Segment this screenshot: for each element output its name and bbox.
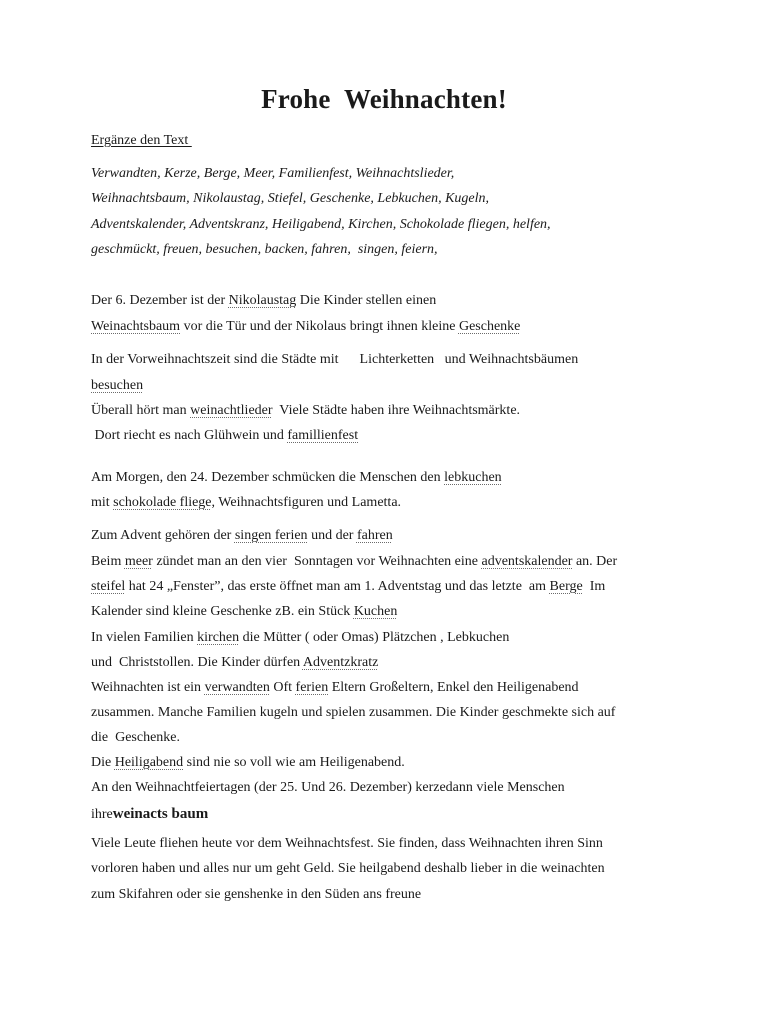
filled-blank: steifel bbox=[91, 579, 126, 594]
filled-blank: Adventzkratz bbox=[302, 655, 379, 670]
text-segment: zusammen. Manche Familien kugeln und spielen zusammen. Die Kinder geschmekte sich auf bbox=[91, 705, 616, 720]
text-segment: Die bbox=[91, 755, 115, 770]
filled-blank: kirchen bbox=[197, 630, 240, 645]
text-line bbox=[91, 805, 208, 824]
filled-blank: Heiligabend bbox=[114, 755, 184, 770]
text-line bbox=[91, 729, 180, 747]
text-line bbox=[91, 629, 509, 647]
text-segment: In der Vorweihnachtszeit sind die Städte mit Lichterketten und Weihnachtsbäumen bbox=[91, 352, 579, 367]
text-line bbox=[91, 553, 617, 571]
text-segment: Im bbox=[582, 579, 606, 594]
filled-blank: Weinachtsbaum bbox=[91, 319, 181, 334]
text-line bbox=[91, 351, 578, 369]
text-segment: Viele Leute fliehen heute vor dem Weihnachtsfest. Sie finden, dass Weihnachten ihren Sinn bbox=[91, 836, 603, 851]
page-title: Frohe Weihnachten! bbox=[261, 84, 507, 114]
text-line bbox=[91, 835, 603, 853]
text-line bbox=[91, 377, 143, 395]
text-line bbox=[91, 292, 436, 310]
text-segment: In vielen Familien bbox=[91, 630, 198, 645]
text-segment: die Mütter ( oder Omas) Plätzchen , Lebkuchen bbox=[239, 630, 510, 645]
text-line bbox=[91, 402, 520, 420]
text-segment: ihre bbox=[91, 807, 113, 822]
text-segment: die Geschenke. bbox=[91, 730, 181, 745]
text-line bbox=[91, 860, 605, 878]
text-line bbox=[91, 469, 502, 487]
filled-blank: lebkuchen bbox=[444, 470, 502, 485]
filled-blank: Nikolaustag bbox=[228, 293, 297, 308]
text-segment: Oft bbox=[269, 680, 296, 695]
text-segment: und der bbox=[307, 528, 357, 543]
text-segment: Überall hört man bbox=[91, 403, 191, 418]
text-line bbox=[91, 494, 401, 512]
text-segment: Die Kinder stellen einen bbox=[296, 293, 437, 308]
text-segment: Der 6. Dezember ist der bbox=[91, 293, 229, 308]
filled-blank: adventskalender bbox=[481, 554, 573, 569]
filled-blank: Berge bbox=[549, 579, 583, 594]
text-segment: und Christstollen. Die Kinder dürfen bbox=[91, 655, 303, 670]
text-segment: vorloren haben und alles nur um geht Geld. Sie heilgabend deshalb lieber in die weinachten bbox=[91, 861, 605, 876]
wordbank-line: Adventskalender, Adventskranz, Heiligabend, Kirchen, Schokolade fliegen, helfen, bbox=[91, 217, 551, 232]
filled-blank: singen ferien bbox=[234, 528, 308, 543]
filled-blank: besuchen bbox=[91, 378, 144, 393]
text-segment: Dort riecht es nach Glühwein und bbox=[91, 428, 288, 443]
text-line bbox=[91, 318, 520, 336]
filled-blank: ferien bbox=[295, 680, 329, 695]
filled-blank: famillienfest bbox=[287, 428, 359, 443]
wordbank-line: geschmückt, freuen, besuchen, backen, fahren, singen, feiern, bbox=[91, 242, 438, 257]
text-line bbox=[91, 886, 421, 904]
text-line bbox=[91, 603, 397, 621]
text-segment: vor die Tür und der Nikolaus bringt ihnen kleine bbox=[180, 319, 459, 334]
wordbank-line: Weihnachtsbaum, Nikolaustag, Stiefel, Geschenke, Lebkuchen, Kugeln, bbox=[91, 191, 490, 206]
text-segment: Zum Advent gehören der bbox=[91, 528, 235, 543]
text-line bbox=[91, 578, 605, 596]
filled-blank: Geschenke bbox=[458, 319, 521, 334]
text-segment: Weihnachten ist ein bbox=[91, 680, 205, 695]
filled-blank: weinachtlieder bbox=[190, 403, 273, 418]
filled-blank: schokolade fliege bbox=[113, 495, 212, 510]
text-line bbox=[91, 527, 393, 545]
text-line bbox=[91, 654, 378, 672]
text-segment: Viele Städte haben ihre Weihnachtsmärkte. bbox=[272, 403, 521, 418]
text-segment: An den Weihnachtfeiertagen (der 25. Und 26. Dezember) kerzedann viele Menschen bbox=[91, 780, 565, 795]
text-segment: Kalender sind kleine Geschenke zB. ein Stück bbox=[91, 604, 354, 619]
text-line bbox=[91, 679, 579, 697]
text-line bbox=[91, 754, 405, 772]
text-segment: Beim bbox=[91, 554, 125, 569]
filled-blank: fahren bbox=[356, 528, 393, 543]
bold-answer: weinacts baum bbox=[112, 806, 209, 822]
text-segment: zündet man an den vier Sonntagen vor Weihnachten eine bbox=[152, 554, 482, 569]
text-segment: mit bbox=[91, 495, 114, 510]
text-line bbox=[91, 704, 615, 722]
text-line bbox=[91, 427, 358, 445]
text-segment: an. Der bbox=[572, 554, 618, 569]
text-line bbox=[91, 779, 565, 797]
text-segment: hat 24 „Fenster”, das erste öffnet man am 1. Adventstag und das letzte am bbox=[125, 579, 550, 594]
text-segment: Am Morgen, den 24. Dezember schmücken die Menschen den bbox=[91, 470, 445, 485]
text-segment: Eltern Großeltern, Enkel den Heiligenabend bbox=[328, 680, 579, 695]
text-segment: zum Skifahren oder sie genshenke in den Süden ans freune bbox=[91, 887, 422, 902]
filled-blank: verwandten bbox=[204, 680, 270, 695]
text-segment: , Weihnachtsfiguren und Lametta. bbox=[211, 495, 402, 510]
filled-blank: meer bbox=[124, 554, 153, 569]
text-segment: sind nie so voll wie am Heiligenabend. bbox=[183, 755, 405, 770]
wordbank-line: Verwandten, Kerze, Berge, Meer, Familienfest, Weihnachtslieder, bbox=[91, 166, 455, 181]
instruction-heading: Ergänze den Text bbox=[91, 133, 192, 148]
filled-blank: Kuchen bbox=[353, 604, 398, 619]
